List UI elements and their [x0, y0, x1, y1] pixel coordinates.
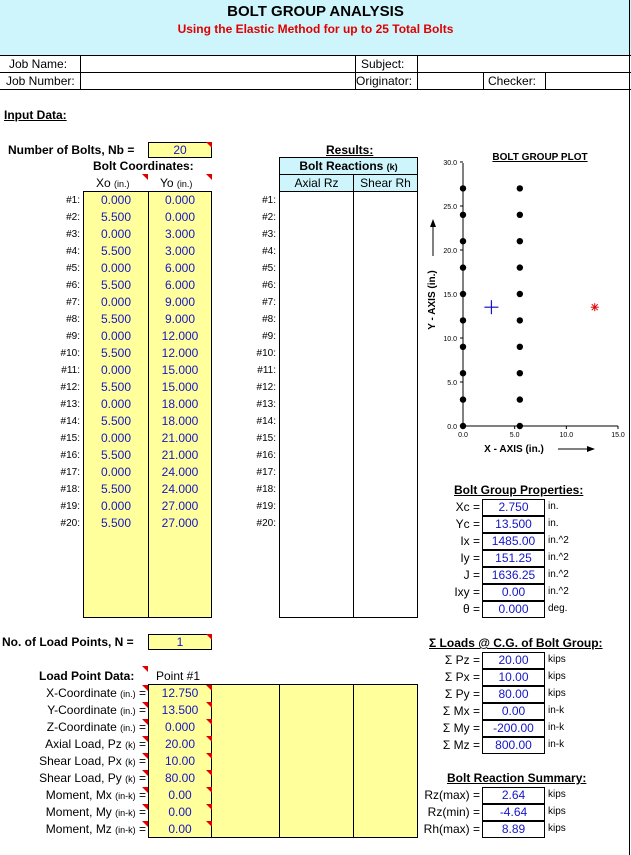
bolt-row-label: #14: — [60, 416, 80, 427]
bolt-y-input[interactable]: 24.000 — [161, 465, 199, 479]
load-point-1-input[interactable]: 0.00 — [168, 805, 192, 819]
bolt-group-plot — [418, 146, 631, 466]
bolt-x-input[interactable]: 0.000 — [100, 193, 132, 207]
nb-input[interactable]: 20 — [148, 142, 212, 158]
cg-load-unit: kips — [548, 654, 566, 665]
bolt-point — [517, 238, 523, 244]
comment-marker — [142, 702, 148, 708]
load-point-1-input[interactable]: 0.00 — [168, 788, 192, 802]
comment-marker — [206, 702, 212, 708]
bolt-x-input[interactable]: 5.500 — [100, 312, 132, 326]
property-label: Ix = — [460, 534, 480, 548]
bolt-y-input[interactable]: 27.000 — [161, 499, 199, 513]
load-point-1-input[interactable]: 13.500 — [161, 703, 199, 717]
bolt-y-input[interactable]: 24.000 — [161, 482, 199, 496]
comment-marker — [206, 634, 212, 640]
result-row-label: #6: — [262, 280, 276, 291]
comment-marker — [206, 804, 212, 810]
bolt-x-input[interactable]: 0.000 — [100, 261, 132, 275]
y-tick-label: 30.0 — [443, 160, 457, 167]
bolt-x-input[interactable]: 5.500 — [100, 516, 132, 530]
result-row-label: #11: — [257, 365, 276, 376]
cg-load-value: 80.00 — [482, 686, 545, 703]
bolt-point — [517, 317, 523, 323]
property-value: 2.750 — [482, 499, 545, 516]
load-point-1-input[interactable]: 12.750 — [161, 686, 199, 700]
bolt-x-input[interactable]: 5.500 — [100, 448, 132, 462]
load-row-label: Shear Load, Py (k) = — [39, 771, 146, 785]
plot-title: BOLT GROUP PLOT — [492, 152, 588, 163]
y-tick-label: 20.0 — [443, 248, 457, 255]
comment-marker — [142, 174, 148, 180]
property-value: 0.00 — [482, 584, 545, 601]
result-row-label: #15: — [256, 433, 276, 444]
bolt-y-input[interactable]: 12.000 — [161, 346, 199, 360]
bolt-y-input[interactable]: 6.000 — [164, 261, 196, 275]
bolt-y-input[interactable]: 15.000 — [161, 363, 199, 377]
summary-label: Rh(max) = — [423, 822, 480, 836]
properties-heading: Bolt Group Properties: — [454, 483, 584, 497]
bolt-point — [460, 396, 466, 402]
load-row-label: Moment, Mz (in-k) = — [45, 822, 146, 836]
bolt-x-input[interactable]: 0.000 — [100, 363, 132, 377]
property-label: Ixy = — [454, 585, 480, 599]
bolt-y-input[interactable]: 15.000 — [161, 380, 199, 394]
bolt-row-label: #13: — [60, 399, 80, 410]
cg-load-unit: kips — [548, 688, 566, 699]
result-row-label: #18: — [256, 484, 276, 495]
load-row-label: Moment, Mx (in-k) = — [45, 788, 146, 802]
bolt-point — [517, 396, 523, 402]
job-number-field[interactable] — [82, 74, 352, 88]
results-heading: Results: — [326, 143, 374, 157]
summary-unit: kips — [548, 789, 566, 800]
bolt-row-label: #19: — [60, 501, 80, 512]
summary-value: 8.89 — [482, 821, 545, 838]
result-row-label: #4: — [262, 246, 276, 257]
property-label: θ = — [462, 602, 480, 616]
x-axis-title: X - AXIS (in.) — [484, 444, 544, 455]
result-row-label: #17: — [256, 467, 276, 478]
bolt-y-input[interactable]: 0.000 — [164, 193, 196, 207]
load-point-1-input[interactable]: 10.00 — [164, 754, 196, 768]
comment-marker — [142, 753, 148, 759]
bolt-point — [517, 264, 523, 270]
summary-label: Rz(min) = — [427, 805, 480, 819]
bolt-x-input[interactable]: 0.000 — [100, 295, 132, 309]
summary-heading: Bolt Reaction Summary: — [447, 771, 587, 785]
checker-label: Checker: — [488, 74, 537, 88]
page-title: BOLT GROUP ANALYSIS — [227, 3, 404, 20]
point-1-header: Point #1 — [156, 669, 201, 683]
property-unit: deg. — [548, 603, 568, 614]
header-banner — [0, 0, 631, 56]
load-row-label: Y-Coordinate (in.) = — [47, 703, 146, 717]
load-point-1-input[interactable]: 0.00 — [168, 822, 192, 836]
result-row-label: #14: — [256, 416, 276, 427]
y-arrow-icon — [430, 219, 436, 227]
bolt-point — [460, 212, 466, 218]
bolt-point — [460, 370, 466, 376]
x-tick-label: 0.0 — [458, 432, 468, 439]
bolt-point — [460, 238, 466, 244]
bolt-row-label: #2: — [66, 212, 80, 223]
bolt-x-input[interactable]: 0.000 — [100, 465, 132, 479]
bolt-x-input[interactable]: 5.500 — [100, 414, 132, 428]
load-col-4 — [353, 684, 418, 838]
subject-label: Subject: — [361, 57, 405, 71]
property-value: 0.000 — [482, 601, 545, 618]
load-point-marker — [591, 303, 599, 311]
input-data-heading: Input Data: — [4, 108, 67, 122]
comment-marker — [206, 736, 212, 742]
bolt-point — [460, 291, 466, 297]
bolt-point — [460, 185, 466, 191]
bolt-point — [460, 264, 466, 270]
result-row-label: #3: — [262, 229, 276, 240]
cg-load-value: 800.00 — [482, 737, 545, 754]
property-value: 151.25 — [482, 550, 545, 567]
property-unit: in.^2 — [548, 569, 569, 580]
property-unit: in.^2 — [548, 586, 569, 597]
property-unit: in.^2 — [548, 535, 569, 546]
summary-value: -4.64 — [482, 804, 545, 821]
comment-marker — [206, 770, 212, 776]
cg-load-value: 20.00 — [482, 652, 545, 669]
bolt-x-input[interactable]: 0.000 — [100, 397, 132, 411]
property-value: 1636.25 — [482, 567, 545, 584]
cg-load-label: Σ Mz = — [442, 738, 480, 752]
result-row-label: #1: — [262, 195, 276, 206]
bolt-row-label: #17: — [60, 467, 80, 478]
bolt-point — [517, 291, 523, 297]
cg-load-label: Σ Mx = — [442, 704, 480, 718]
comment-marker — [206, 821, 212, 827]
xo-header: Xo (in.) — [96, 176, 130, 190]
n-load-points-input[interactable]: 1 — [148, 634, 212, 650]
bolt-point — [517, 212, 523, 218]
comment-marker — [206, 753, 212, 759]
load-point-1-input[interactable]: 0.000 — [164, 720, 196, 734]
bolt-point — [517, 344, 523, 350]
load-col-3 — [279, 684, 354, 838]
x-tick-label: 10.0 — [559, 432, 574, 439]
bolt-x-input[interactable]: 0.000 — [100, 431, 132, 445]
y-tick-label: 15.0 — [443, 292, 457, 299]
comment-marker — [206, 174, 212, 180]
bolt-row-label: #20: — [60, 518, 80, 529]
bolt-x-input[interactable]: 5.500 — [100, 210, 132, 224]
result-row-label: #9: — [262, 331, 276, 342]
property-unit: in. — [548, 518, 559, 529]
cg-load-unit: in-k — [548, 705, 565, 716]
bolt-x-input[interactable]: 5.500 — [100, 380, 132, 394]
load-row-label: Z-Coordinate (in.) = — [46, 720, 146, 734]
result-row-label: #2: — [262, 212, 276, 223]
summary-unit: kips — [548, 823, 566, 834]
centroid-marker — [484, 300, 498, 314]
bolt-x-input[interactable]: 0.000 — [100, 227, 132, 241]
bolt-y-input[interactable]: 0.000 — [164, 210, 196, 224]
checker-field[interactable] — [547, 74, 629, 88]
bolt-point — [460, 317, 466, 323]
load-point-data-label: Load Point Data: — [39, 669, 135, 683]
load-row-label: Shear Load, Px (k) = — [39, 754, 146, 768]
property-value: 1485.00 — [482, 533, 545, 550]
result-row-label: #16: — [256, 450, 276, 461]
originator-label: Originator: — [356, 74, 413, 88]
cg-load-value: -200.00 — [482, 720, 545, 737]
cg-load-label: Σ Pz = — [444, 653, 480, 667]
bolt-row-label: #15: — [60, 433, 80, 444]
result-row-label: #5: — [262, 263, 276, 274]
bolt-y-input[interactable]: 6.000 — [164, 278, 196, 292]
cg-load-label: Σ My = — [442, 721, 480, 735]
bolt-y-input[interactable]: 9.000 — [164, 295, 196, 309]
x-arrow-icon — [587, 446, 595, 452]
bolt-row-label: #6: — [66, 280, 80, 291]
bolt-x-input[interactable]: 5.500 — [100, 244, 132, 258]
bolt-x-input[interactable]: 0.000 — [100, 499, 132, 513]
y-tick-label: 0.0 — [447, 424, 457, 431]
cg-load-unit: kips — [548, 671, 566, 682]
result-row-label: #8: — [262, 314, 276, 325]
result-row-label: #20: — [256, 518, 276, 529]
comment-marker — [206, 142, 212, 148]
comment-marker — [142, 804, 148, 810]
bolt-y-input[interactable]: 3.000 — [164, 227, 196, 241]
cg-load-value: 10.00 — [482, 669, 545, 686]
bolt-row-label: #1: — [66, 195, 80, 206]
job-name-field[interactable] — [82, 57, 352, 71]
axial-rz-header: Axial Rz — [279, 174, 354, 192]
bolt-coordinates-heading: Bolt Coordinates: — [93, 159, 194, 173]
property-unit: in.^2 — [548, 552, 569, 563]
job-number-label: Job Number: — [6, 74, 75, 88]
subject-field[interactable] — [419, 57, 629, 71]
property-value: 13.500 — [482, 516, 545, 533]
page-subtitle: Using the Elastic Method for up to 25 Total Bolts — [177, 22, 454, 36]
bolt-row-label: #10: — [60, 348, 80, 359]
y-tick-label: 25.0 — [443, 204, 457, 211]
x-tick-label: 15.0 — [611, 432, 625, 439]
y-tick-label: 5.0 — [447, 380, 457, 387]
comment-marker — [142, 719, 148, 725]
bolt-y-input[interactable]: 3.000 — [164, 244, 196, 258]
bolt-row-label: #4: — [66, 246, 80, 257]
comment-marker — [206, 685, 212, 691]
comment-marker — [142, 685, 148, 691]
originator-field[interactable] — [419, 74, 481, 88]
bolt-row-label: #8: — [66, 314, 80, 325]
bolt-x-input[interactable]: 5.500 — [100, 346, 132, 360]
n-load-points-label: No. of Load Points, N = — [2, 635, 134, 649]
summary-value: 2.64 — [482, 787, 545, 804]
bolt-y-input[interactable]: 9.000 — [164, 312, 196, 326]
property-unit: in. — [548, 501, 559, 512]
result-row-label: #10: — [256, 348, 276, 359]
job-name-label: Job Name: — [9, 57, 68, 71]
bolt-point — [517, 423, 523, 429]
comment-marker — [142, 666, 148, 672]
bolt-y-input[interactable]: 21.000 — [161, 431, 199, 445]
axial-rz-column — [279, 191, 354, 618]
bolt-y-input[interactable]: 12.000 — [161, 329, 199, 343]
nb-label: Number of Bolts, Nb = — [8, 143, 135, 157]
property-label: Iy = — [460, 551, 480, 565]
bolt-row-label: #3: — [66, 229, 80, 240]
bolt-y-input[interactable]: 21.000 — [161, 448, 199, 462]
bolt-reactions-header: Bolt Reactions (k) — [279, 157, 418, 175]
property-label: Xc = — [455, 500, 480, 514]
x-tick-label: 5.0 — [509, 432, 520, 439]
result-row-label: #19: — [256, 501, 276, 512]
bolt-y-input[interactable]: 18.000 — [161, 414, 199, 428]
bolt-x-input[interactable]: 5.500 — [100, 278, 132, 292]
cg-load-value: 0.00 — [482, 703, 545, 720]
comment-marker — [206, 787, 212, 793]
bolt-y-input[interactable]: 18.000 — [161, 397, 199, 411]
load-point-1-input[interactable]: 80.00 — [164, 771, 196, 785]
load-row-label: Axial Load, Pz (k) = — [45, 737, 146, 751]
comment-marker — [142, 736, 148, 742]
comment-marker — [142, 787, 148, 793]
result-row-label: #7: — [262, 297, 276, 308]
shear-rh-column — [353, 191, 418, 618]
cg-load-label: Σ Px = — [444, 670, 480, 684]
cg-load-label: Σ Py = — [444, 687, 480, 701]
bolt-x-input[interactable]: 0.000 — [100, 329, 132, 343]
cg-load-unit: in-k — [548, 739, 565, 750]
bolt-row-label: #12: — [60, 382, 80, 393]
result-row-label: #12: — [256, 382, 276, 393]
bolt-row-label: #18: — [60, 484, 80, 495]
shear-rh-header: Shear Rh — [353, 174, 418, 192]
bolt-row-label: #5: — [66, 263, 80, 274]
yo-header: Yo (in.) — [160, 176, 193, 190]
load-col-2 — [211, 684, 280, 838]
comment-marker — [142, 770, 148, 776]
loads-cg-heading: Σ Loads @ C.G. of Bolt Group: — [429, 636, 603, 650]
comment-marker — [206, 719, 212, 725]
summary-unit: kips — [548, 806, 566, 817]
bolt-point — [517, 370, 523, 376]
load-point-1-input[interactable]: 20.00 — [164, 737, 196, 751]
bolt-point — [517, 185, 523, 191]
result-row-label: #13: — [256, 399, 276, 410]
bolt-row-label: #7: — [66, 297, 80, 308]
bolt-row-label: #16: — [60, 450, 80, 461]
y-axis-title: Y - AXIS (in.) — [427, 270, 438, 330]
property-label: J = — [463, 568, 480, 582]
load-row-label: X-Coordinate (in.) = — [46, 686, 146, 700]
bolt-point — [460, 344, 466, 350]
bolt-x-input[interactable]: 5.500 — [100, 482, 132, 496]
bolt-row-label: #9: — [66, 331, 80, 342]
property-label: Yc = — [455, 517, 480, 531]
bolt-row-label: #11: — [61, 365, 80, 376]
bolt-y-input[interactable]: 27.000 — [161, 516, 199, 530]
summary-label: Rz(max) = — [424, 788, 480, 802]
y-tick-label: 10.0 — [443, 336, 457, 343]
comment-marker — [142, 821, 148, 827]
bolt-point — [460, 423, 466, 429]
load-row-label: Moment, My (in-k) = — [45, 805, 146, 819]
cg-load-unit: in-k — [548, 722, 565, 733]
